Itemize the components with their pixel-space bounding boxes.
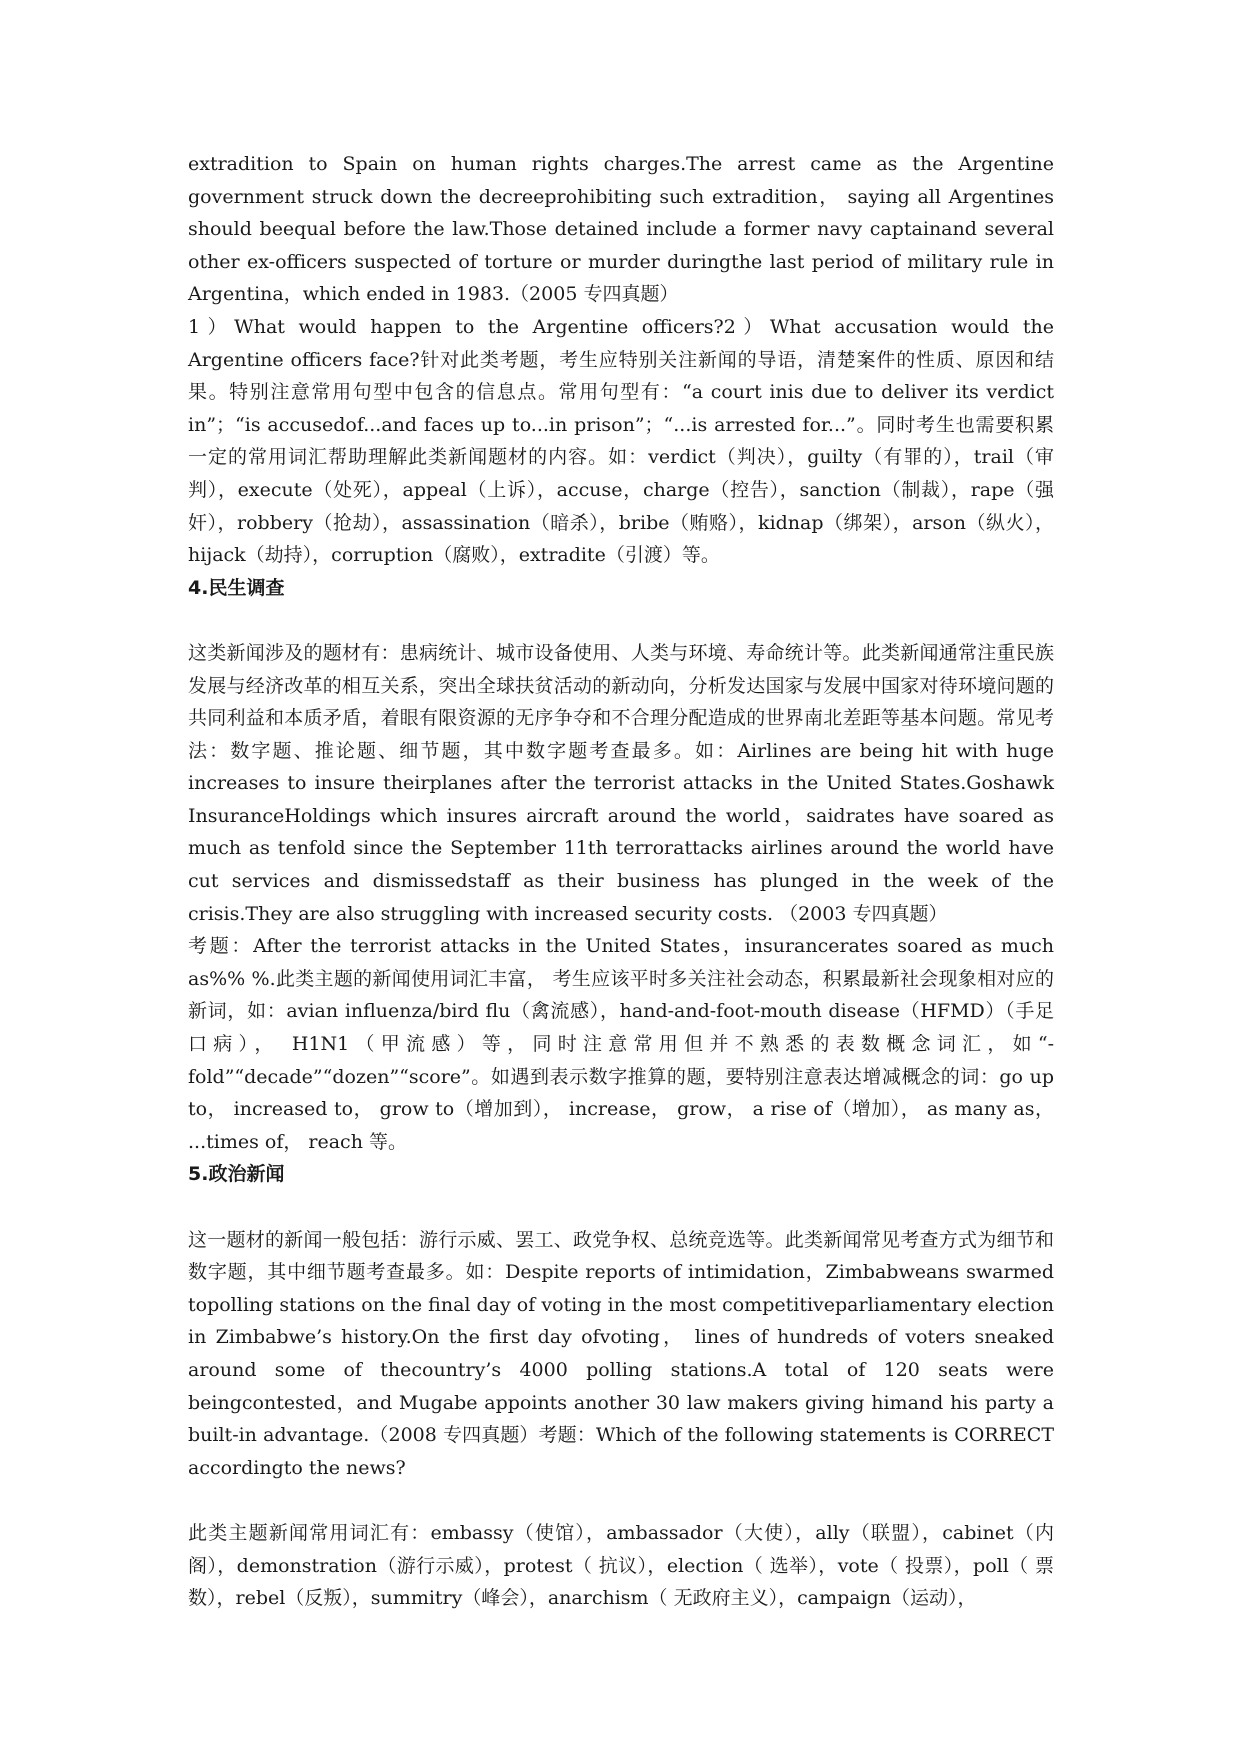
- paragraph-livelihood-news: 这类新闻涉及的题材有：患病统计、城市设备使用、人类与环境、寿命统计等。此类新闻通常注重民族发展与经济改革的相互关系，突出全球扶贫活动的新动向，分析发达国家与发展中国家对待环境问题的共同利益和本质矛盾，着眼有限资源的无序争夺和不合理分配造成的世界南北差距等基本问题。常见考法：数字题、推论题、细节题，其中数字题考查最多。如：Airlines are being hit with huge increases to insure theirplanes after the terrorist attacks in the United States.Goshawk InsuranceHoldings which insures aircraft around the world，saidrates have soared as much as tenfold since the September 11th terrorattacks airlines around the world have cut services and dismissedstaff as their business has plunged in the week of the crisis.They are also struggling with increased security costs. （2003 专四真题）: [188, 641, 1054, 925]
- paragraph-political-vocabulary: 此类主题新闻常用词汇有：embassy（使馆），ambassador（大使），ally（联盟），cabinet（内阁），demonstration（游行示威），protest（ 抗议），election（ 选举），vote（ 投票），poll（ 票数），rebel（反叛），summitry（峰会），anarchism（ 无政府主义），campaign（运动），: [188, 1521, 1054, 1610]
- document-page: [188, 148, 1054, 1615]
- spacer: [188, 1484, 1054, 1517]
- paragraph-livelihood-vocabulary: 考题：After the terrorist attacks in the United States，insurancerates soared as much as%% %.此类主题的新闻使用词汇丰富， 考生应该平时多关注社会动态，积累最新社会现象相对应的新词，如：avian influenza/bird flu（禽流感），hand-and-foot-mouth disease（HFMD）（手足口病）， H1N1（甲流感）等，同时注意常用但并不熟悉的表数概念词汇，如“-fold”“decade”“dozen”“score”。如遇到表示数字推算的题，要特别注意表达增减概念的词：go up to， increased to， grow to（增加到）， increase， grow， a rise of（增加）， as many as， ...times of， reach 等。: [188, 935, 1054, 1153]
- spacer: [188, 604, 1054, 637]
- paragraph-argentina-case: extradition to Spain on human rights charges.The arrest came as the Argentine government struck down the decreeprohibiting such extradition， saying all Argentines should beequal before the law.Those detained include a former navy captainand several other ex-officers suspected of torture or murder duringthe last period of military rule in Argentina，which ended in 1983.（2005 专四真题）: [188, 153, 1054, 306]
- section-heading-livelihood-survey: 4.民生调查: [188, 576, 285, 599]
- spacer: [188, 1191, 1054, 1224]
- paragraph-political-news: 这一题材的新闻一般包括：游行示威、罢工、政党争权、总统竞选等。此类新闻常见考查方式为细节和数字题，其中细节题考查最多。如：Despite reports of intimidation，Zimbabweans swarmed topolling stations on the final day of voting in the most competitiveparliamentary election in Zimbabwe’s history.On the first day ofvoting， lines of hundreds of voters sneaked around some of thecountry’s 4000 polling stations.A total of 120 seats were beingcontested，and Mugabe appoints another 30 law makers giving himand his party a built-in advantage.（2008 专四真题）考题：Which of the following statements is CORRECT accordingto the news?: [188, 1228, 1054, 1479]
- section-heading-political-news: 5.政治新闻: [188, 1163, 285, 1186]
- paragraph-crime-vocabulary: 1）What would happen to the Argentine officers?2）What accusation would the Argentine officers face?针对此类考题，考生应特别关注新闻的导语，清楚案件的性质、原因和结果。特别注意常用句型中包含的信息点。常用句型有：“a court inis due to deliver its verdict in”；“is accusedof...and faces up to...in prison”；“...is arrested for...”。同时考生也需要积累一定的常用词汇帮助理解此类新闻题材的内容。如：verdict（判决），guilty（有罪的），trail（审判），execute（处死），appeal（上诉），accuse，charge（控告），sanction（制裁），rape（强奸），robbery（抢劫），assassination（暗杀），bribe（贿赂），kidnap（绑架），arson（纵火），hijack（劫持），corruption（腐败），extradite（引渡）等。: [188, 315, 1054, 567]
